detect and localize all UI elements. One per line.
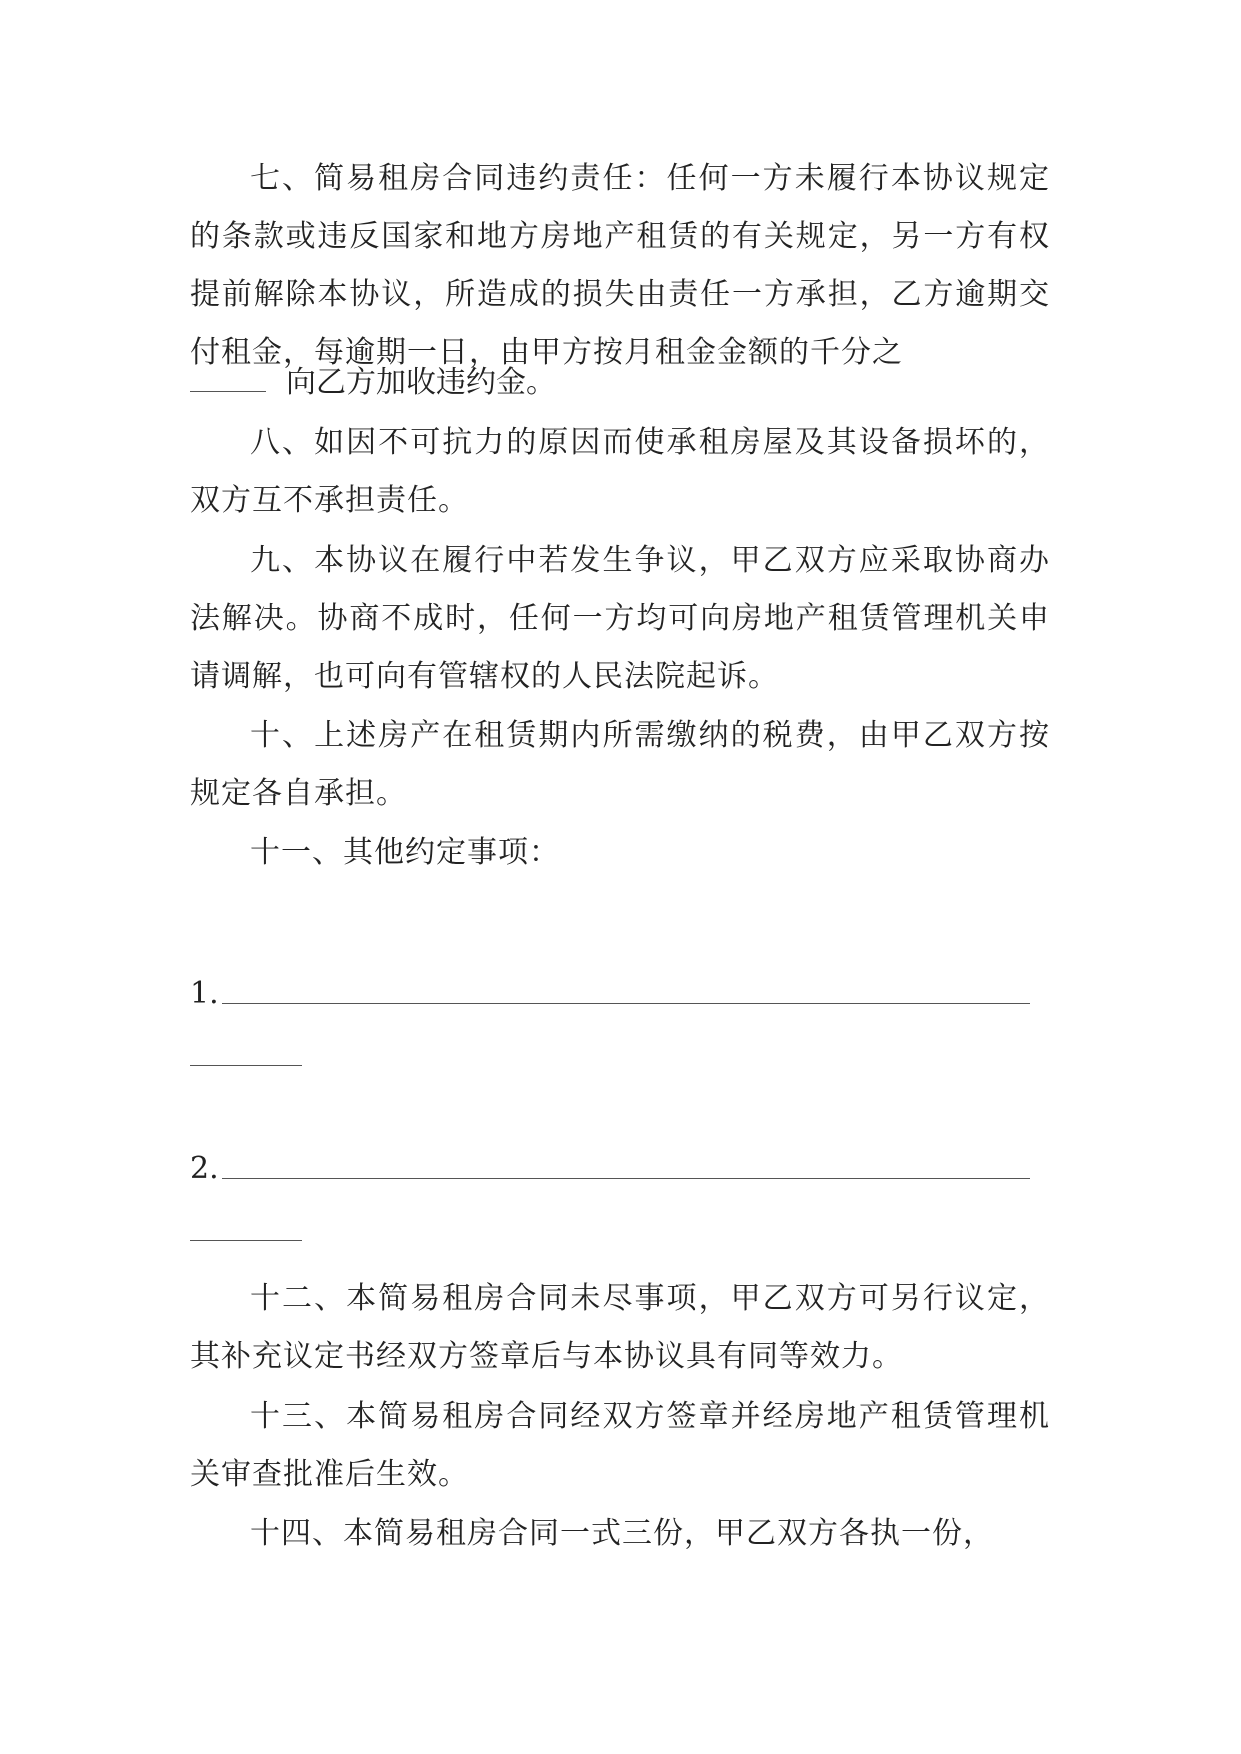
penalty-rate-blank — [190, 390, 266, 392]
clause-8-text: 八、如因不可抗力的原因而使承租房屋及其设备损坏的，双方互不承担责任。 — [190, 425, 1050, 518]
clause-13 — [190, 1388, 1050, 1504]
clause-8 — [190, 414, 1050, 530]
clause-12-text: 十二、本简易租房合同未尽事项，甲乙双方可另行议定，其补充议定书经双方签章后与本协议具有同等效力。 — [190, 1281, 1050, 1374]
clause-10 — [190, 707, 1050, 823]
item-2-blank-line — [222, 1178, 1030, 1179]
clause-13-text: 十三、本简易租房合同经双方签章并经房地产租赁管理机关审查批准后生效。 — [190, 1399, 1050, 1492]
item-1-blank-line — [222, 1003, 1030, 1004]
clause-11-text: 十一、其他约定事项： — [250, 835, 560, 870]
clause-14 — [190, 1505, 1050, 1563]
clause-7-tail-text: 向乙方加收违约金。 — [286, 365, 556, 400]
item-1-label: 1. — [190, 976, 219, 1011]
clause-7-tail — [190, 354, 556, 412]
clause-7 — [190, 150, 1050, 382]
clause-9 — [190, 532, 1050, 706]
item-2-blank-line-cont — [190, 1240, 302, 1241]
other-item-1 — [190, 965, 219, 1023]
other-item-2 — [190, 1140, 219, 1198]
item-2-label: 2. — [190, 1151, 219, 1186]
clause-7-text: 七、简易租房合同违约责任：任何一方未履行本协议规定的条款或违反国家和地方房地产租赁的有关规定，另一方有权提前解除本协议，所造成的损失由责任一方承担，乙方逾期交付租金，每逾期一日，由甲方按月租金金额的千分之 — [190, 161, 1050, 370]
clause-9-text: 九、本协议在履行中若发生争议，甲乙双方应采取协商办法解决。协商不成时，任何一方均可向房地产租赁管理机关申请调解，也可向有管辖权的人民法院起诉。 — [190, 543, 1050, 694]
clause-11 — [190, 824, 1050, 882]
clause-10-text: 十、上述房产在租赁期内所需缴纳的税费，由甲乙双方按规定各自承担。 — [190, 718, 1050, 811]
clause-14-text: 十四、本简易租房合同一式三份，甲乙双方各执一份， — [250, 1516, 994, 1551]
clause-12 — [190, 1270, 1050, 1386]
item-1-blank-line-cont — [190, 1065, 302, 1066]
